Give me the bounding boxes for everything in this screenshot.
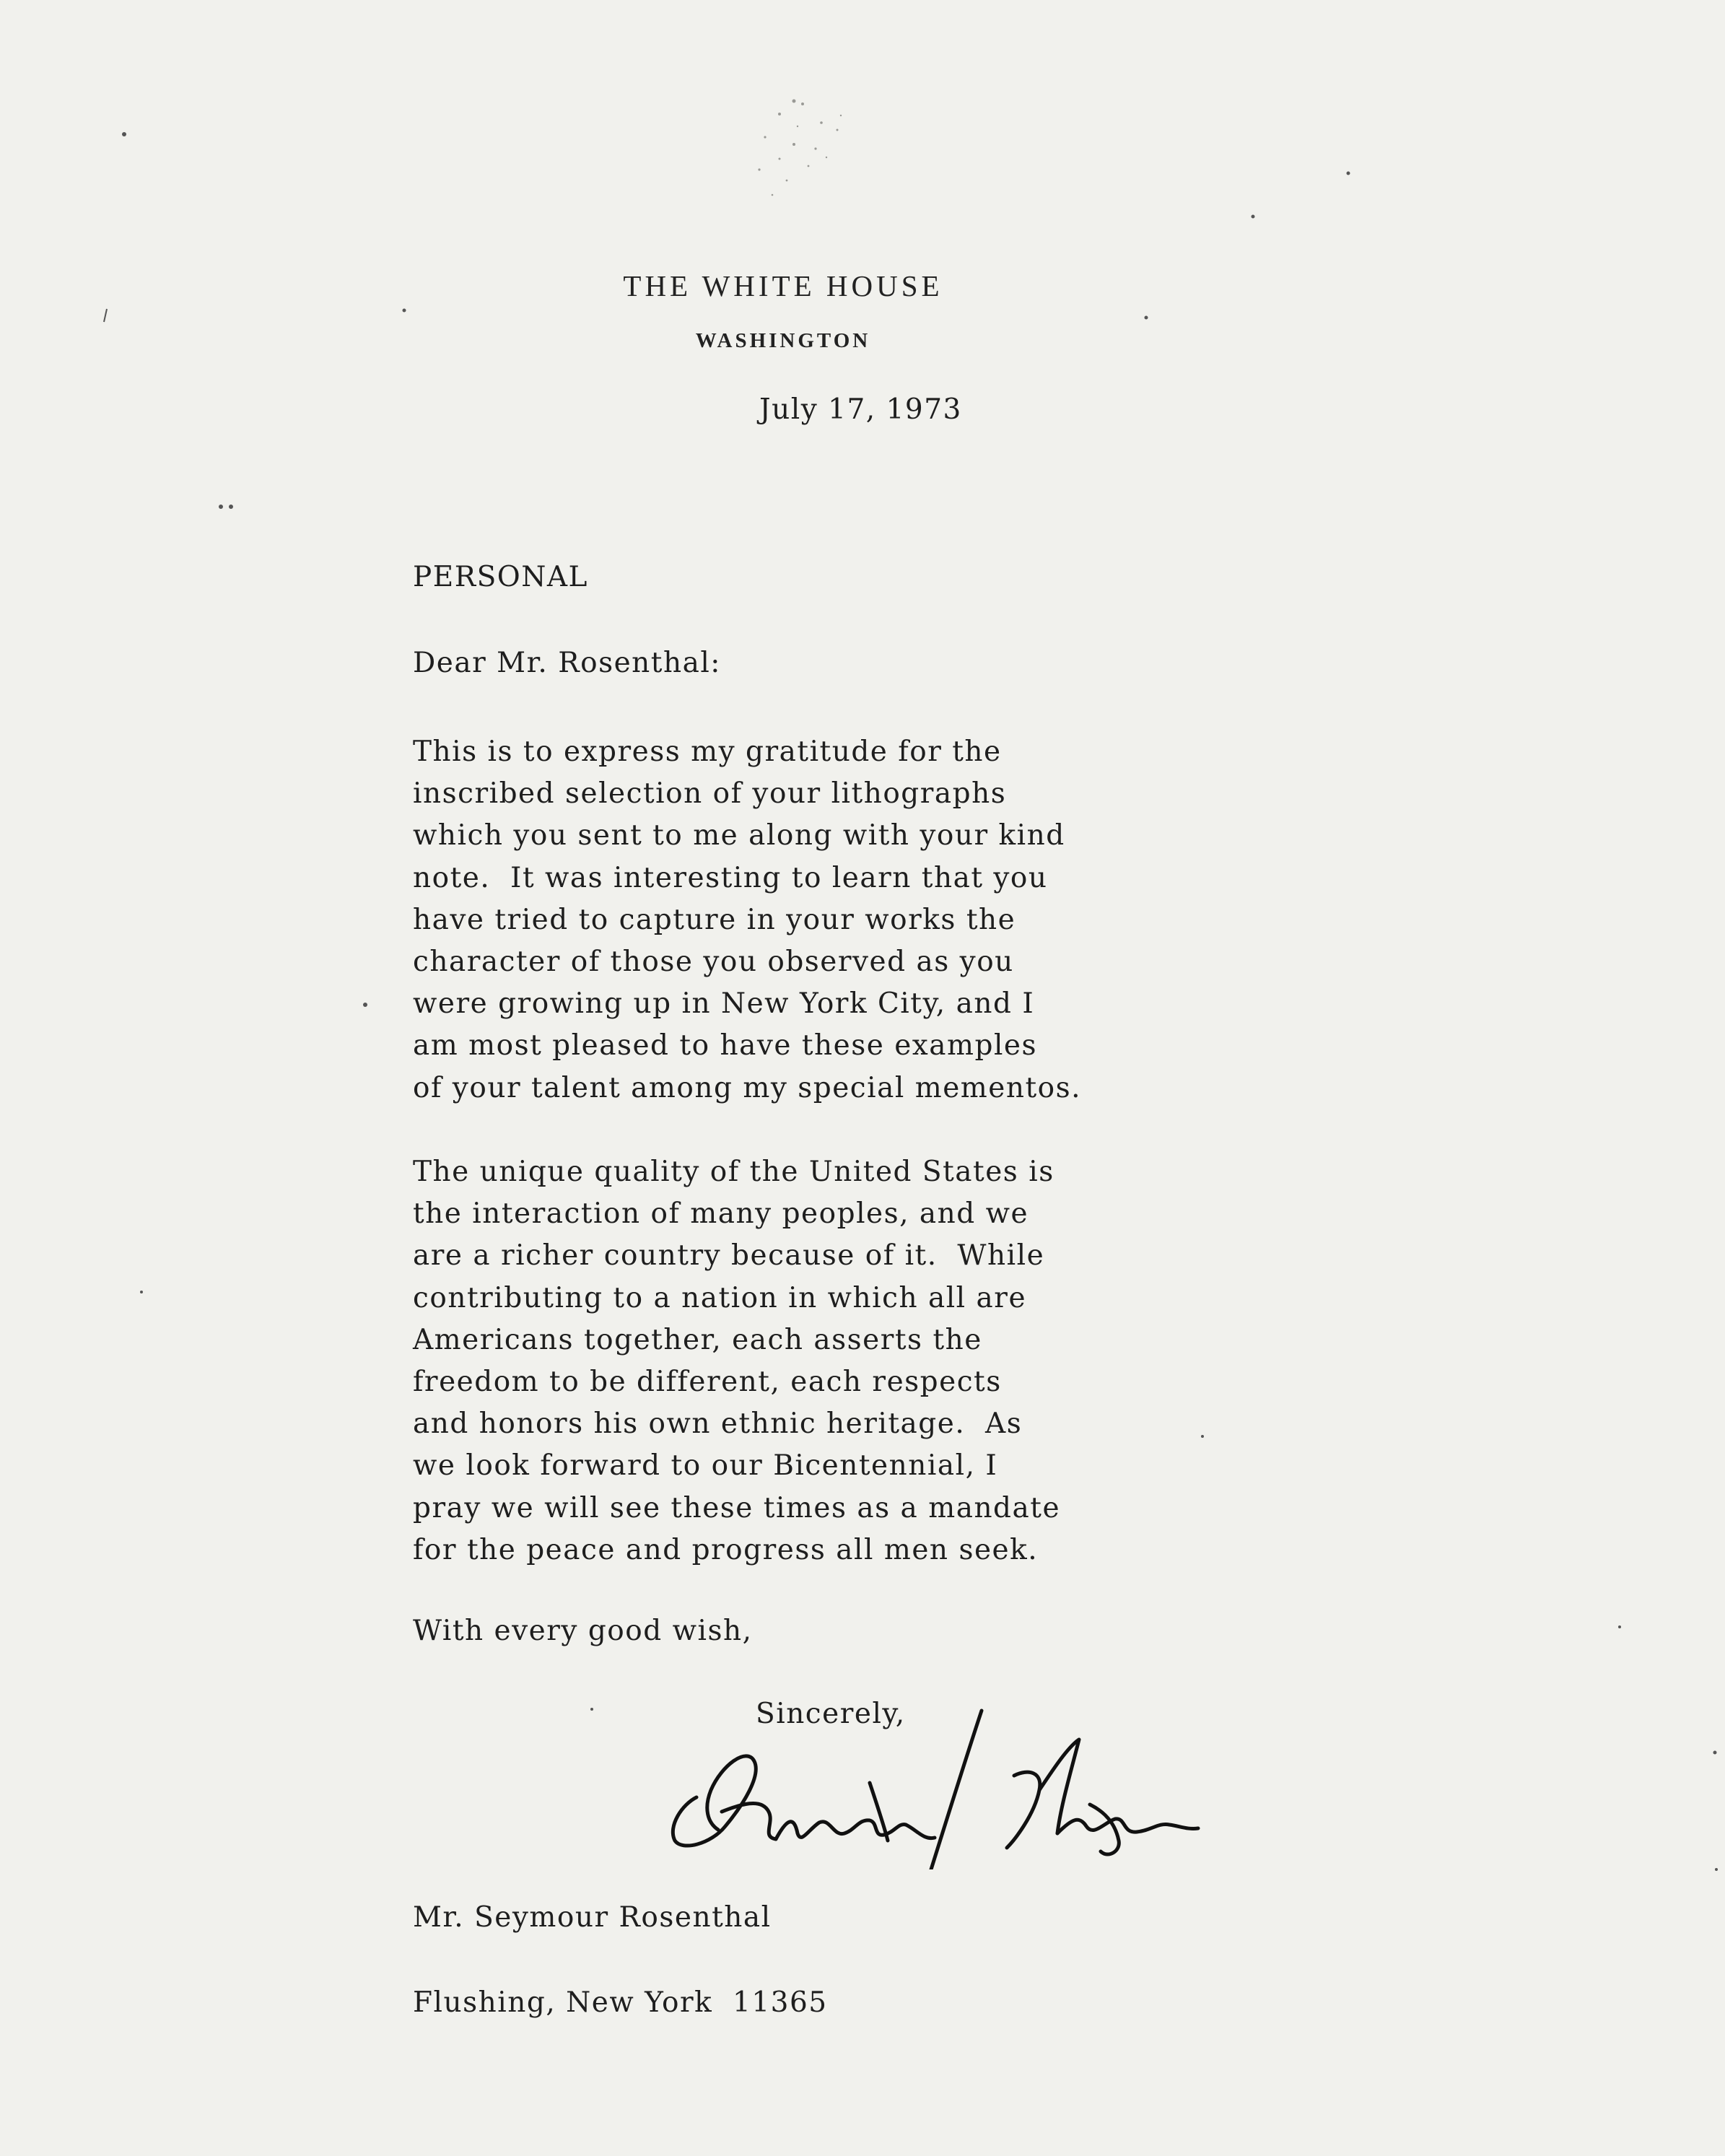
body-line: This is to express my gratitude for the (413, 736, 1002, 768)
body-line: contributing to a nation in which all are (413, 1281, 1027, 1314)
body-line: the interaction of many peoples, and we (413, 1197, 1029, 1231)
body-line: have tried to capture in your works the (413, 903, 1016, 936)
sign-off: Sincerely, (756, 1698, 906, 1730)
body-line: inscribed selection of your lithographs (413, 777, 1007, 811)
recipient-name: Mr. Seymour Rosenthal (413, 1901, 772, 1934)
body-line: which you sent to me along with your kind (413, 819, 1065, 852)
body-line: Americans together, each asserts the (413, 1323, 982, 1356)
body-paragraph-1 (413, 731, 1081, 1109)
letterhead-title: THE WHITE HOUSE (623, 269, 943, 302)
body-line: pray we will see these times as a mandate (413, 1491, 1061, 1524)
personal-marking: PERSONAL (413, 561, 588, 593)
handwritten-signature (653, 1696, 1202, 1869)
body-line: were growing up in New York City, and I (413, 987, 1035, 1021)
letter-date: July 17, 1973 (759, 393, 962, 426)
salutation: Dear Mr. Rosenthal: (413, 647, 721, 679)
body-line: for the peace and progress all men seek. (413, 1533, 1039, 1566)
body-line: and honors his own ethnic heritage. As (413, 1407, 1023, 1441)
body-line: The unique quality of the United States is (413, 1156, 1054, 1188)
body-line: of your talent among my special mementos. (413, 1071, 1082, 1104)
body-line: am most pleased to have these examples (413, 1029, 1038, 1062)
body-line: note. It was interesting to learn that you (413, 861, 1048, 894)
body-paragraph-2 (413, 1151, 1060, 1571)
body-line: we look forward to our Bicentennial, I (413, 1449, 998, 1483)
recipient-address: Flushing, New York 11365 (413, 1986, 828, 2019)
letterhead-city: WASHINGTON (695, 329, 871, 352)
body-line: freedom to be different, each respects (413, 1366, 1002, 1399)
body-line: are a richer country because of it. While (413, 1239, 1045, 1273)
closing-line: With every good wish, (413, 1615, 753, 1647)
body-line: character of those you observed as you (413, 946, 1014, 979)
